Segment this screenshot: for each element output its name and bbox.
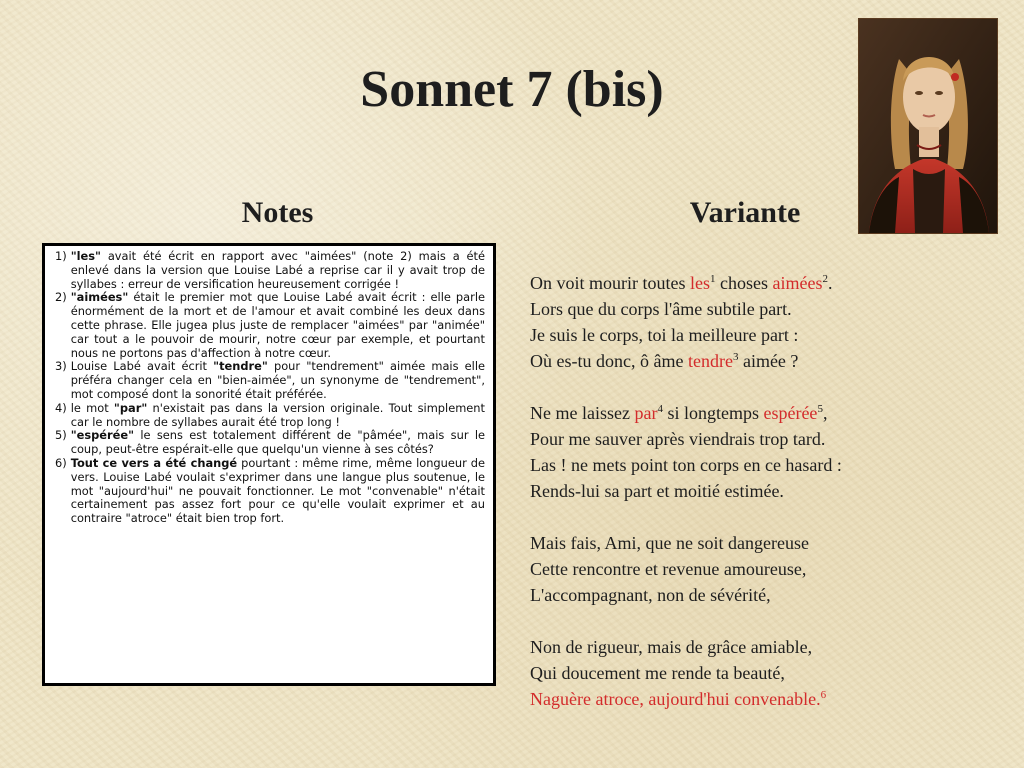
note-number: 5) <box>55 428 67 443</box>
footnote-ref: 1 <box>710 273 716 285</box>
note-2 <box>55 291 485 360</box>
note-text-post: pour "tendrement" aimée mais elle préféra changer cela en "bien-aimée", un synonyme de "tendrement", mot composé dont la sonorité était préférée. <box>70 359 486 401</box>
note-keyword: "espérée" <box>70 428 135 443</box>
note-text-pre: le mot <box>70 400 114 415</box>
slide-title: Sonnet 7 (bis) <box>360 61 664 118</box>
poem-changed-word: les <box>690 273 710 293</box>
poem-changed-word: espérée <box>763 403 818 423</box>
poem-line <box>530 686 910 712</box>
poem-text: , <box>822 403 828 423</box>
stanza-gap <box>530 504 910 530</box>
note-1 <box>55 250 485 291</box>
poem-line <box>530 270 910 296</box>
note-4 <box>55 402 485 430</box>
poem-text: si longtemps <box>662 403 764 423</box>
note-keyword: "par" <box>113 400 148 415</box>
poem-line: Je suis le corps, toi la meilleure part : <box>530 325 799 345</box>
note-number: 2) <box>55 290 67 305</box>
note-number: 3) <box>55 359 67 374</box>
note-text <box>71 457 485 526</box>
poem-line: Lors que du corps l'âme subtile part. <box>530 299 792 319</box>
footnote-ref: 2 <box>822 273 828 285</box>
note-text-post: n'existait pas dans la version originale. Tout simplement car le nombre de syllabes aurait été trop long ! <box>70 400 485 429</box>
poem-line: Pour me sauver après viendrais trop tard. <box>530 429 826 449</box>
poem-line: Cette rencontre et revenue amoureuse, <box>530 559 807 579</box>
footnote-ref: 5 <box>817 403 823 415</box>
poem-line <box>530 348 910 374</box>
note-text-post: était le premier mot que Louise Labé avait écrit : elle parle énormément de la mort et de l'amour et avait combiné les deux dans cette phrase. Elle jugea plus juste de remplacer "aimées" par "animée" car tout a le pouvoir de mourir, notre cœur par exemple, et pourtant nous ne portons pas d'affection à notre cœur. <box>70 290 485 360</box>
poem-line: Las ! ne mets point ton corps en ce hasard : <box>530 455 842 475</box>
poem-changed-word: par <box>634 403 658 423</box>
note-text <box>71 250 485 291</box>
poem-changed-word: Naguère atroce, aujourd'hui convenable. <box>530 689 821 709</box>
note-text-post: le sens est totalement différent de "pâmée", mais sur le coup, peut-être espérait-elle que quelqu'un vienne à ses côtés? <box>70 428 485 457</box>
poem-line: L'accompagnant, non de sévérité, <box>530 585 771 605</box>
footnote-ref: 6 <box>820 689 827 701</box>
variante-heading: Variante <box>689 196 801 229</box>
note-text-post: pourtant : même rime, même longueur de vers. Louise Labé voulait s'exprimer dans une langue plus soutenue, le mot "aujourd'hui" ne pouvait fonctionner. Le mot "convenable" n'était certainement pas assez fort pour ce qu'elle voulait exprimer et au contraire "atroce" était bien trop fort. <box>70 455 486 526</box>
note-text-pre: Louise Labé avait écrit <box>70 359 214 374</box>
note-keyword: "tendre" <box>213 359 268 374</box>
poem-text: choses <box>715 273 773 293</box>
note-number: 4) <box>55 400 67 415</box>
poem-text: Où es-tu donc, ô âme <box>530 351 688 371</box>
footnote-ref: 3 <box>732 351 739 363</box>
note-text <box>71 360 485 401</box>
note-text <box>71 429 485 457</box>
note-6 <box>55 457 485 526</box>
footnote-ref: 4 <box>657 403 663 415</box>
note-3 <box>55 360 485 401</box>
stanza-gap <box>530 374 910 400</box>
poem-line: Non de rigueur, mais de grâce amiable, <box>530 637 813 657</box>
note-text <box>71 402 485 430</box>
poem-text: aimée ? <box>738 351 799 371</box>
portrait-icon <box>859 19 997 233</box>
note-number: 6) <box>55 455 67 470</box>
notes-box <box>42 243 496 686</box>
note-number: 1) <box>55 249 67 263</box>
notes-heading: Notes <box>241 196 314 229</box>
portrait-image <box>858 18 998 234</box>
poem-changed-word: aimées <box>772 273 823 293</box>
note-keyword: "les" <box>70 249 101 263</box>
note-keyword: Tout ce vers a été changé <box>70 455 238 470</box>
poem-line <box>530 400 910 426</box>
note-keyword: "aimées" <box>70 290 129 305</box>
note-text <box>71 291 485 360</box>
note-text-post: avait été écrit en rapport avec "aimées" (note 2) mais a été enlevé dans la version que Louise Labé a reprise car il y avait trop de syllabes : erreur de versification heureusement corrigée ! <box>70 249 485 291</box>
poem-text: Ne me laissez <box>530 403 635 423</box>
stanza-gap <box>530 608 910 634</box>
note-5 <box>55 429 485 457</box>
poem-variante <box>530 270 910 712</box>
poem-line: Qui doucement me rende ta beauté, <box>530 663 785 683</box>
poem-line: Mais fais, Ami, que ne soit dangereuse <box>530 533 809 553</box>
poem-changed-word: tendre <box>687 351 733 371</box>
poem-text: On voit mourir toutes <box>530 273 690 293</box>
poem-text: . <box>827 273 833 293</box>
poem-line: Rends-lui sa part et moitié estimée. <box>530 481 784 501</box>
